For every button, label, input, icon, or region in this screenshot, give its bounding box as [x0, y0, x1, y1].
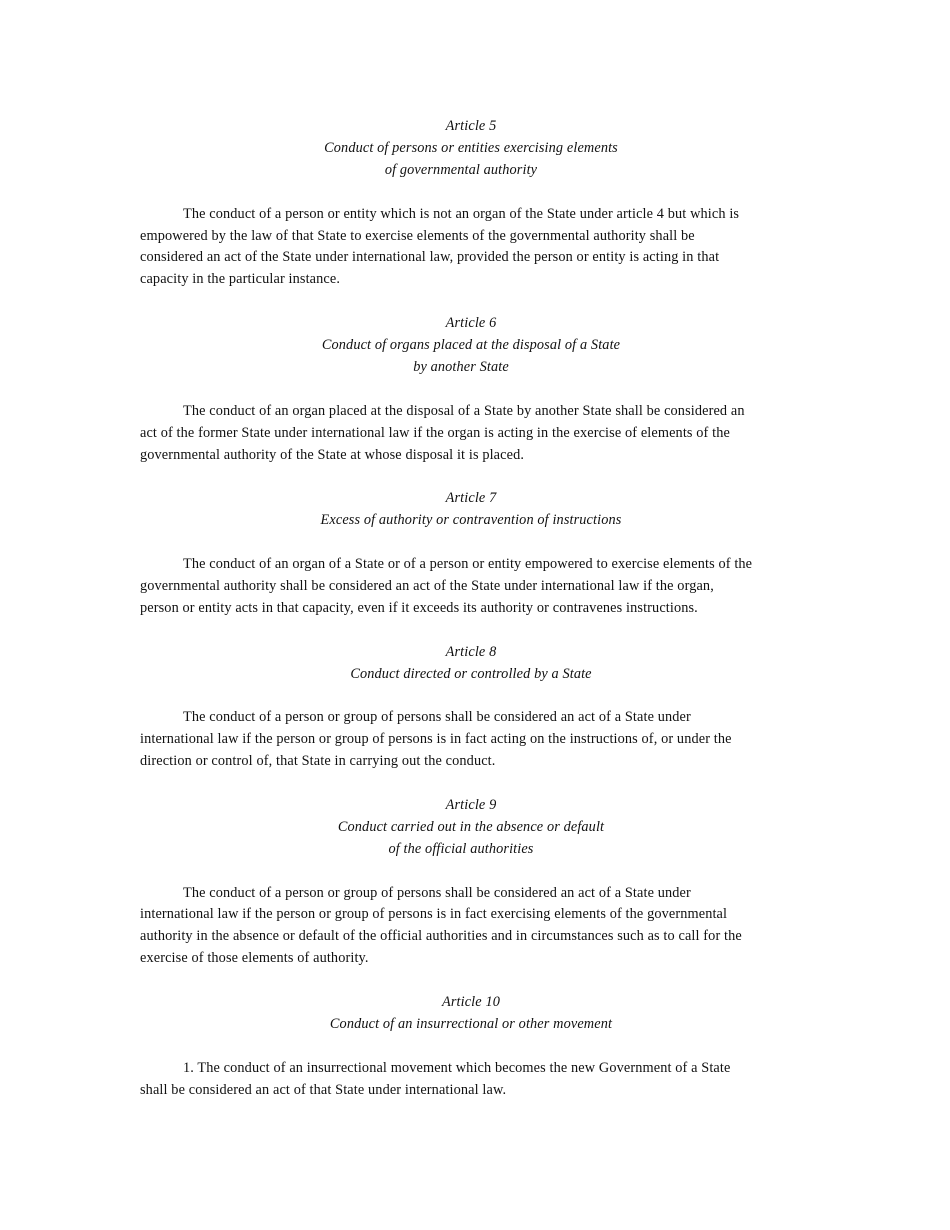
article-number: Article 9 [445, 796, 497, 813]
article-heading [140, 795, 802, 861]
article-body [140, 554, 802, 620]
body-line: The conduct of a person or entity which is not an organ of the State under article 4 but which is [183, 205, 740, 222]
article-number: Article 7 [445, 490, 497, 507]
body-line: exercise of those elements of authority. [140, 950, 369, 967]
body-line: international law if the person or group of persons is in fact exercising elements of the governmental [140, 906, 728, 923]
article-heading [140, 642, 802, 686]
document-content [140, 116, 802, 1124]
body-line: governmental authority shall be considered an act of the State under international law if the organ, [140, 577, 714, 594]
article-number: Article 6 [445, 315, 497, 332]
article-title-line: of the official authorities [388, 840, 534, 857]
body-line: empowered by the law of that State to exercise elements of the governmental authority shall be [140, 227, 695, 244]
article-body [140, 401, 802, 467]
body-line: The conduct of an organ of a State or of a person or entity empowered to exercise elements of the [183, 556, 753, 573]
article-number: Article 5 [445, 118, 497, 134]
article-title-line: Excess of authority or contravention of instructions [320, 512, 622, 529]
article-title-line: Conduct of an insurrectional or other movement [329, 1016, 613, 1032]
article-body [140, 204, 802, 292]
body-line: authority in the absence or default of the official authorities and in circumstances such as to call for the [140, 928, 742, 945]
body-line: considered an act of the State under international law, provided the person or entity is acting in that [140, 249, 720, 266]
article-title-line: Conduct carried out in the absence or default [337, 818, 605, 835]
article-body [140, 707, 802, 773]
body-line: capacity in the particular instance. [140, 271, 341, 288]
article-6 [140, 313, 802, 466]
article-10 [140, 992, 802, 1102]
body-line: 1. The conduct of an insurrectional movement which becomes the new Government of a State [183, 1059, 731, 1076]
article-number: Article 8 [445, 643, 497, 660]
body-line: direction or control of, that State in carrying out the conduct. [140, 753, 496, 770]
article-heading [140, 488, 802, 532]
body-line: The conduct of a person or group of persons shall be considered an act of a State under [183, 709, 691, 726]
body-line: act of the former State under international law if the organ is acting in the exercise of elements of the [140, 424, 730, 441]
article-9 [140, 795, 802, 970]
article-title-line: by another State [413, 358, 509, 375]
article-title-line: Conduct of organs placed at the disposal of a State [321, 337, 621, 354]
article-title-line: Conduct directed or controlled by a State [350, 665, 592, 682]
body-line: The conduct of an organ placed at the disposal of a State by another State shall be considered an [183, 402, 745, 419]
article-body [140, 1058, 802, 1102]
article-heading [140, 313, 802, 379]
article-5 [140, 116, 802, 291]
body-line: The conduct of a person or group of persons shall be considered an act of a State under [183, 884, 691, 901]
article-heading [140, 116, 802, 182]
body-line: shall be considered an act of that State under international law. [140, 1081, 507, 1098]
article-title-line: of governmental authority [384, 161, 538, 178]
body-line: governmental authority of the State at whose disposal it is placed. [140, 446, 525, 463]
body-line: person or entity acts in that capacity, even if it exceeds its authority or contravenes instructions. [140, 599, 698, 616]
article-number: Article 10 [442, 994, 500, 1011]
article-heading [140, 992, 802, 1036]
article-7 [140, 488, 802, 619]
body-line: international law if the person or group of persons is in fact acting on the instructions of, or under the [140, 731, 732, 748]
article-title-line: Conduct of persons or entities exercising elements [324, 139, 618, 156]
article-body [140, 883, 802, 971]
article-8 [140, 642, 802, 773]
